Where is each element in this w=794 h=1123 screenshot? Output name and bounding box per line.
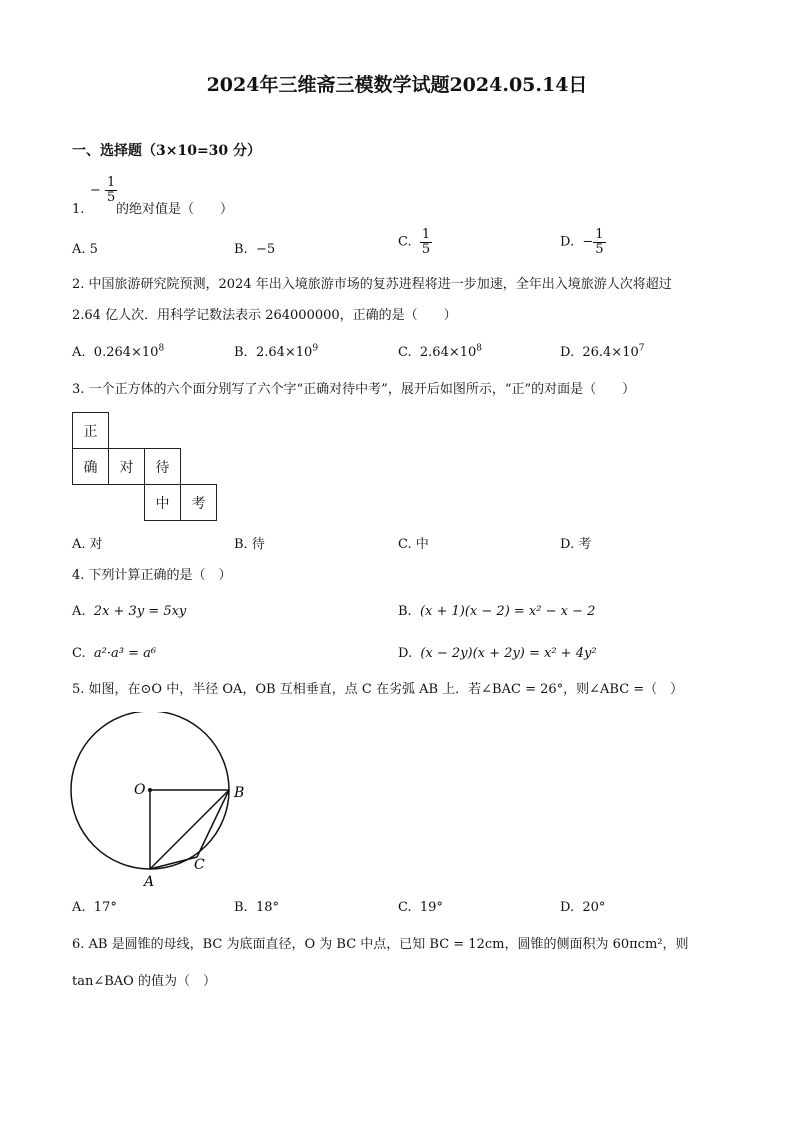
net-cell-que: 确 [72, 448, 109, 485]
q2-text-line2: 2.64 亿人次．用科学记数法表示 264000000，正确的是（ ） [72, 308, 457, 323]
net-cell-zhong: 中 [144, 484, 181, 521]
label-o: O [134, 782, 146, 798]
q4-option-a: A. 2x + 3y = 5xy [72, 604, 187, 619]
net-cell-dui: 对 [108, 448, 145, 485]
q2-option-c: C. $2.64\times 10^8$ [398, 343, 483, 360]
q1-option-b: B. −5 [234, 242, 276, 257]
q1-fraction-sign: − [90, 183, 101, 198]
q1-option-d: D. − $\frac{1}{5}$ [560, 227, 604, 257]
q2-text-line1: 2. 中国旅游研究院预测，2024 年出入境旅游市场的复苏进程将进一步加速，全年出入境旅游人次将超过 [72, 277, 672, 292]
q5-option-b: B. 18° [234, 900, 279, 915]
circle-geometry-figure [68, 712, 258, 890]
section-heading-choice: 一、选择题（3×10=30 分） [72, 143, 262, 159]
q3-option-c: C. 中 [398, 537, 429, 552]
q6-text-line2: tan∠BAO 的值为（ ） [72, 974, 216, 989]
q1-option-a: A. 5 [72, 242, 98, 257]
net-cell-zheng: 正 [72, 412, 109, 449]
chord-ab [150, 790, 229, 869]
cube-net-figure [72, 412, 216, 520]
q1-fraction-numerator: 1 [107, 175, 116, 190]
q2-option-b: B. $2.64\times 10^9$ [234, 343, 319, 360]
q5-option-c: C. 19° [398, 900, 443, 915]
label-a: A [144, 874, 155, 890]
q3-text: 3. 一个正方体的六个面分别写了六个字“正确对待中考”，展开后如图所示，“正”的对面是（ ） [72, 382, 636, 397]
q3-option-a: A. 对 [72, 537, 103, 552]
q3-option-d: D. 考 [560, 537, 592, 552]
q4-option-d: D. (x − 2y)(x + 2y) = x² + 4y² [398, 646, 597, 661]
q5-option-d: D. 20° [560, 900, 606, 915]
q4-option-c: C. a²·a³ = a⁶ [72, 646, 157, 661]
label-b: B [234, 785, 245, 801]
q2-option-d: D. $26.4\times 10^7$ [560, 343, 645, 360]
q5-text: 5. 如图，在⊙O 中，半径 OA，OB 互相垂直，点 C 在劣弧 AB 上．若∠BAC = 26°，则∠ABC =（ ） [72, 682, 684, 697]
q1-number: 1. [72, 202, 85, 217]
label-c: C [194, 857, 205, 873]
q5-option-a: A. 17° [72, 900, 117, 915]
q1-text: 的绝对值是（ ） [116, 202, 234, 217]
center-point [148, 788, 152, 792]
q6-text-line1: 6. AB 是圆锥的母线，BC 为底面直径，O 为 BC 中点，已知 BC = 12cm，圆锥的侧面积为 60πcm²，则 [72, 937, 689, 952]
q3-option-b: B. 待 [234, 537, 265, 552]
q4-text: 4. 下列计算正确的是（ ） [72, 568, 232, 583]
q4-option-b: B. (x + 1)(x − 2) = x² − x − 2 [398, 604, 596, 619]
page-title: 2024年三维斋三模数学试题2024.05.14日 [206, 74, 588, 96]
q1-fraction [90, 176, 117, 205]
q1-fraction-denominator: 5 [107, 190, 116, 205]
chord-bc [197, 790, 229, 857]
net-cell-kao: 考 [180, 484, 217, 521]
net-cell-dai: 待 [144, 448, 181, 485]
q2-option-a: A. $0.264\times 10^8$ [72, 343, 165, 360]
q1-option-c: C. $\frac{1}{5}$ [398, 227, 431, 257]
